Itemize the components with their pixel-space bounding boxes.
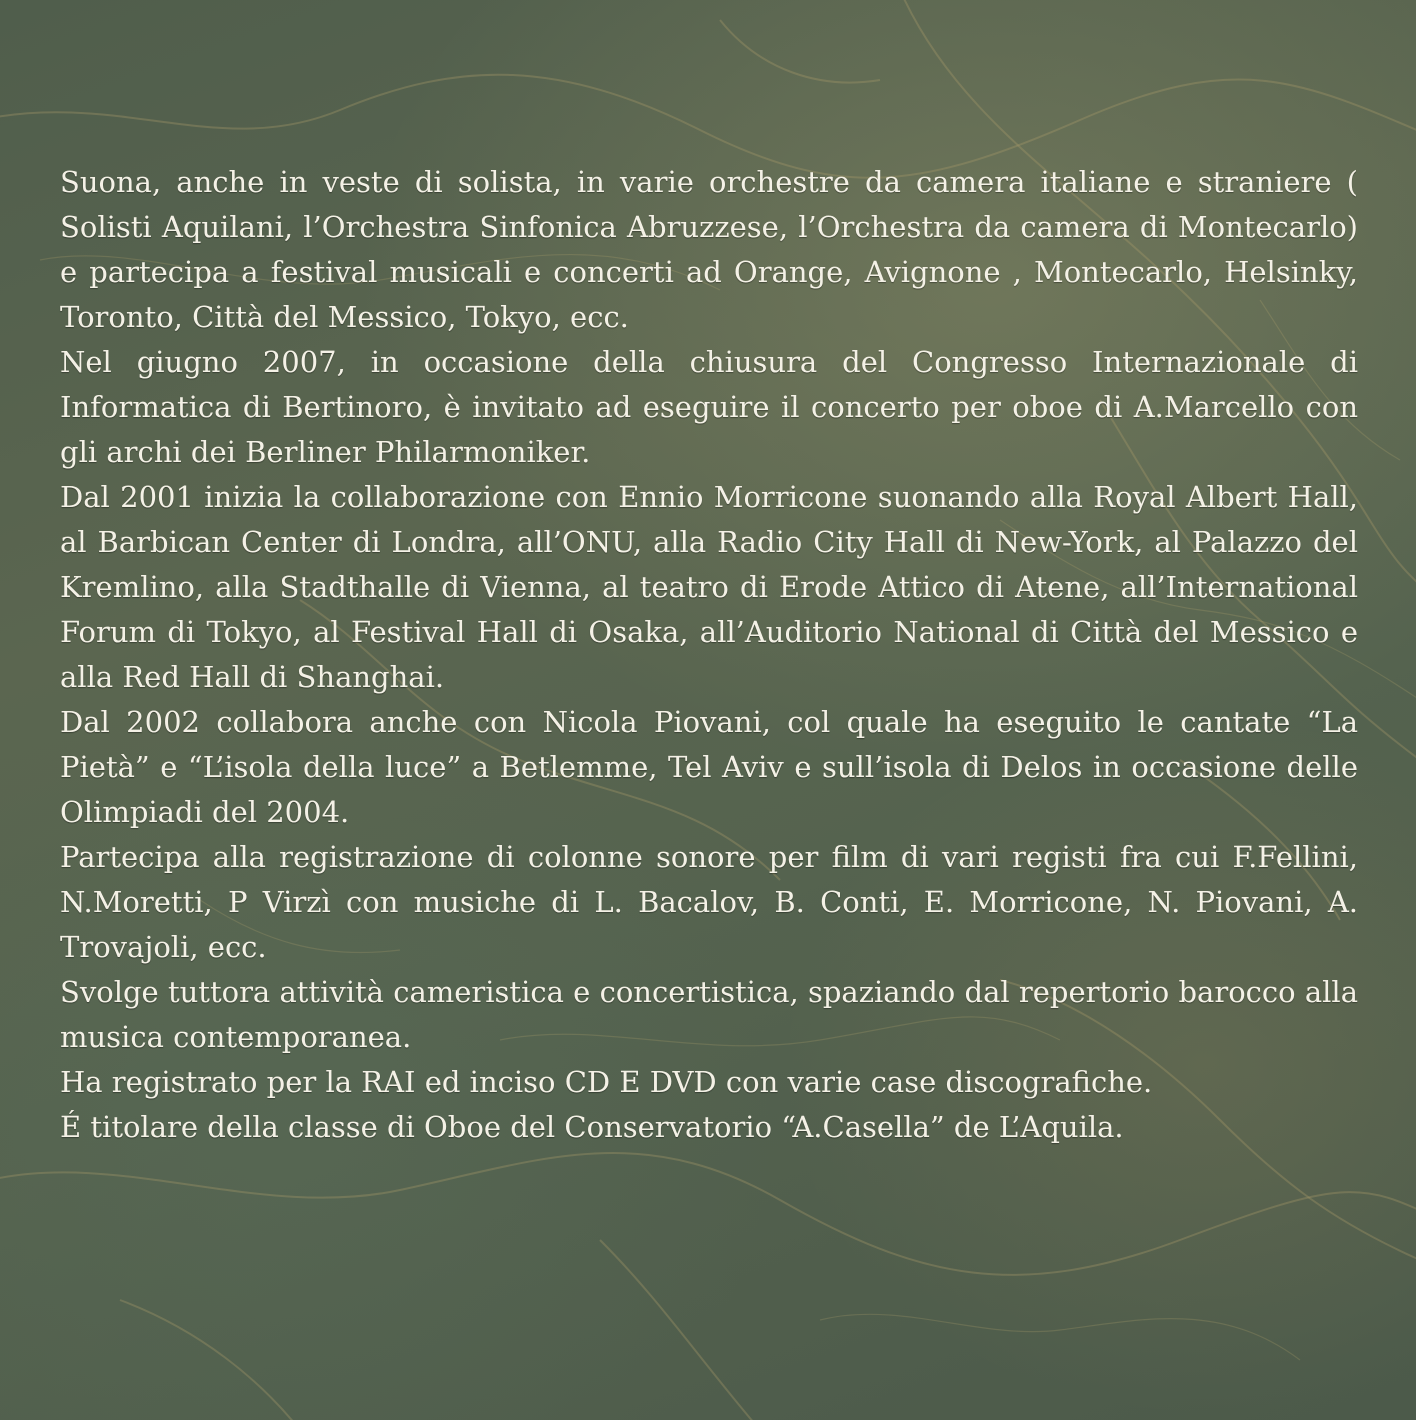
paragraph-bertinoro: Nel giugno 2007, in occasione della chiusura del Congresso Internazionale di Informatica di Bertinoro, è invitato ad eseguire il concerto per oboe di A.Marcello con gli archi dei Berliner Philarmoniker.	[60, 345, 1358, 469]
paragraph-piovani: Dal 2002 collabora anche con Nicola Piovani, col quale ha eseguito le cantate “La Pietà” e “L’isola della luce” a Betlemme, Tel Aviv e sull’isola di Delos in occasione delle Olimpiadi del 2004.	[60, 705, 1358, 829]
paragraph-conservatory: É titolare della classe di Oboe del Conservatorio “A.Casella” de L’Aquila.	[60, 1110, 1124, 1144]
paragraph-chamber-activity: Svolge tuttora attività cameristica e concertistica, spaziando dal repertorio barocco alla musica contemporanea.	[60, 975, 1358, 1054]
biography-text	[60, 160, 1358, 1150]
paragraph-soundtracks: Partecipa alla registrazione di colonne sonore per film di vari registi fra cui F.Fellini, N.Moretti, P Virzì con musiche di L. Bacalov, B. Conti, E. Morricone, N. Piovani, A. Trovajoli, ecc.	[60, 840, 1358, 964]
paragraph-orchestras: Suona, anche in veste di solista, in varie orchestre da camera italiane e straniere ( Solisti Aquilani, l’Orchestra Sinfonica Abruzzese, l’Orchestra da camera di Montecarlo) e partecipa a festival musicali e concerti ad Orange, Avignone , Montecarlo, Helsinky, Toronto, Città del Messico, Tokyo, ecc.	[60, 165, 1358, 334]
paragraph-morricone: Dal 2001 inizia la collaborazione con Ennio Morricone suonando alla Royal Albert Hall, al Barbican Center di Londra, all’ONU, alla Radio City Hall di New-York, al Palazzo del Kremlino, alla Stadthalle di Vienna, al teatro di Erode Attico di Atene, all’International Forum di Tokyo, al Festival Hall di Osaka, all’Auditorio National di Città del Messico e alla Red Hall di Shanghai.	[60, 480, 1358, 694]
paragraph-recordings: Ha registrato per la RAI ed inciso CD E DVD con varie case discografiche.	[60, 1065, 1153, 1099]
